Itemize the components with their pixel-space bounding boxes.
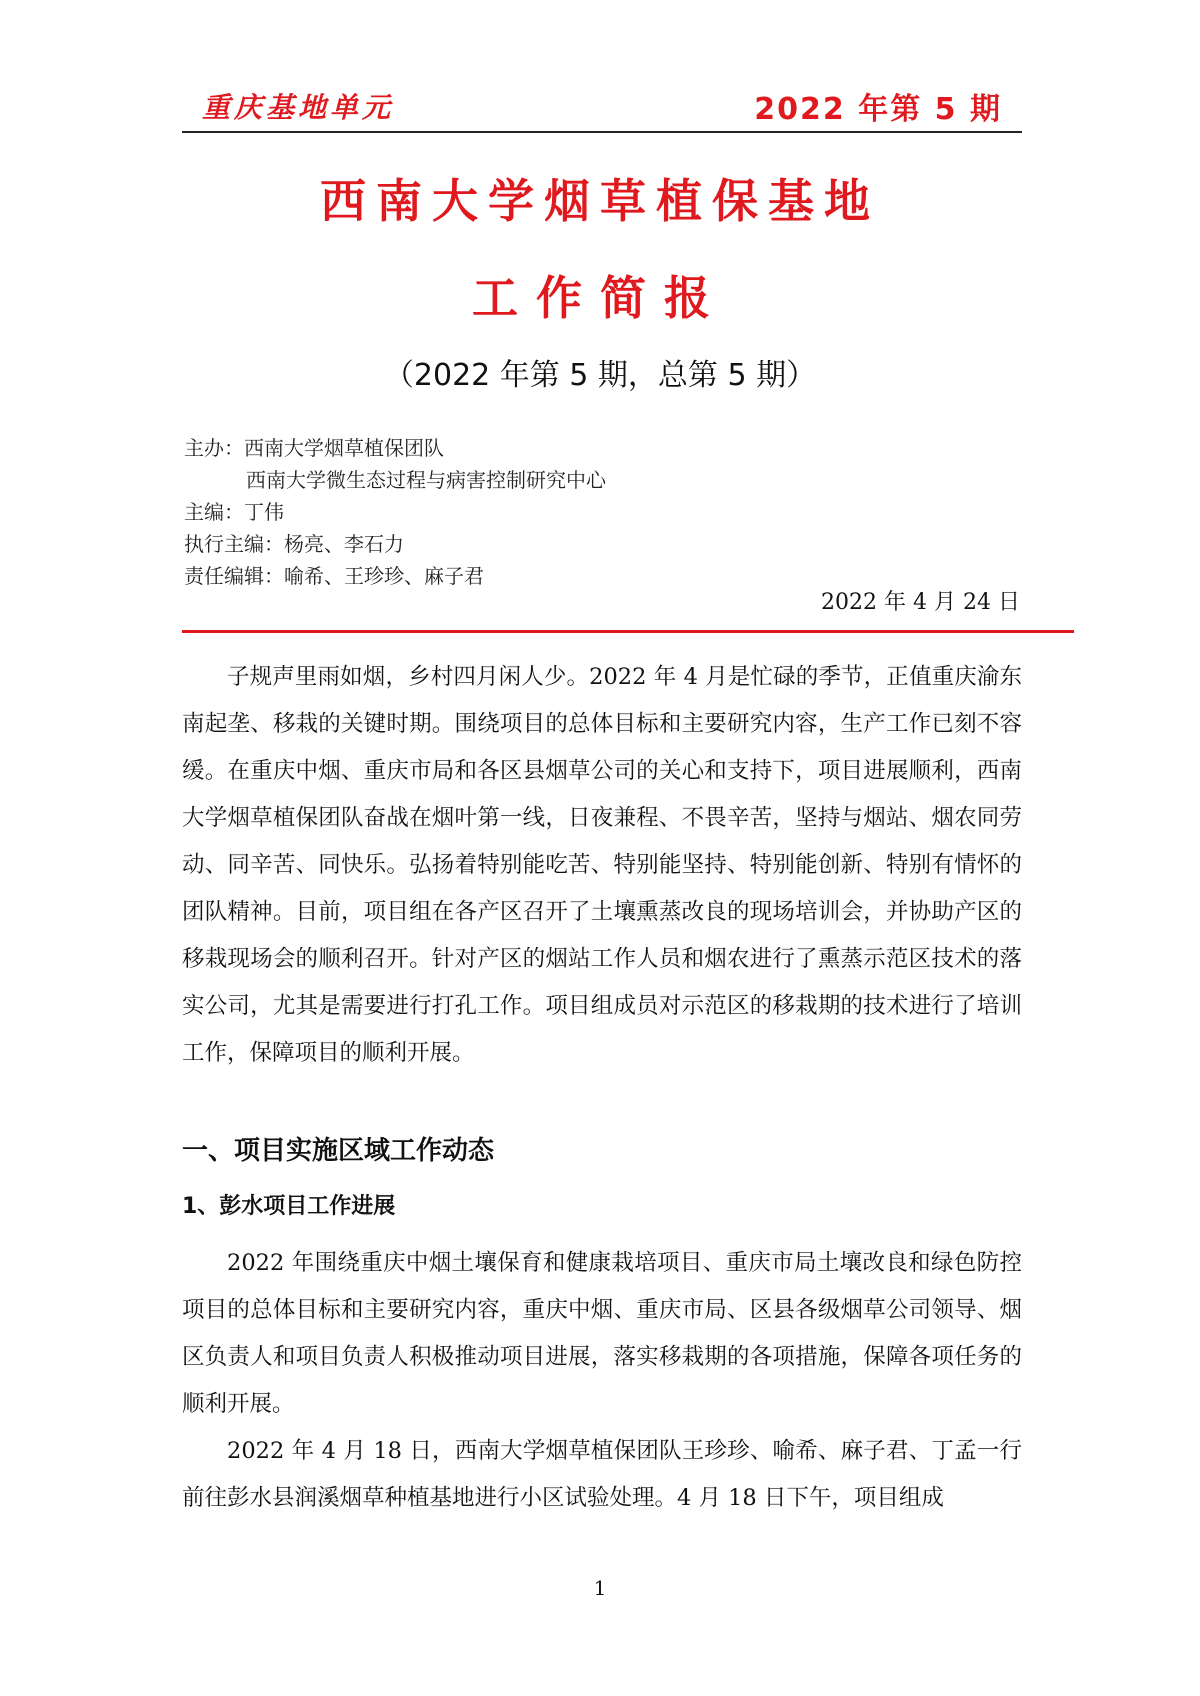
document-subtitle: 工作简报 bbox=[472, 271, 728, 325]
issue-number: （2022 年第 5 期，总第 5 期） bbox=[383, 358, 817, 393]
subsection-heading: 1、彭水项目工作进展 bbox=[182, 1194, 396, 1219]
red-divider bbox=[182, 630, 1074, 633]
responsible-editor: 责任编辑：喻希、王珍珍、麻子君 bbox=[184, 564, 484, 588]
header-divider bbox=[182, 131, 1022, 133]
intro-paragraph: 子规声里雨如烟，乡村四月闲人少。2022 年 4 月是忙碌的季节，正值重庆渝东南起垄、移栽的关键时期。围绕项目的总体目标和主要研究内容，生产工作已刻不容缓。在重庆中烟、重庆市局和各区县烟草公司的关心和支持下，项目进展顺利，西南大学烟草植保团队奋战在烟叶第一线，日夜兼程、不畏辛苦，坚持与烟站、烟农同劳动、同辛苦、同快乐。弘扬着特别能吃苦、特别能坚持、特别能创新、特别有情怀的团队精神。目前，项目组在各产区召开了土壤熏蒸改良的现场培训会，并协助产区的移栽现场会的顺利召开。针对产区的烟站工作人员和烟农进行了熏蒸示范区技术的落实公司，尤其是需要进行打孔工作。项目组成员对示范区的移栽期的技术进行了培训工作，保障项目的顺利开展。 bbox=[182, 664, 1022, 1066]
masthead bbox=[184, 432, 606, 592]
header-unit: 重庆基地单元 bbox=[202, 91, 395, 124]
header-issue-tag: 2022 年第 5 期 bbox=[754, 92, 1002, 127]
body-paragraph-1: 2022 年围绕重庆中烟土壤保育和健康栽培项目、重庆市局土壤改良和绿色防控项目的总体目标和主要研究内容，重庆中烟、重庆市局、区县各级烟草公司领导、烟区负责人和项目负责人积极推动项目进展，落实移栽期的各项措施，保障各项任务的顺利开展。 bbox=[182, 1250, 1022, 1417]
document-title: 西南大学烟草植保基地 bbox=[320, 174, 880, 228]
chief-editor: 主编：丁伟 bbox=[184, 500, 284, 524]
body-paragraph-2: 2022 年 4 月 18 日，西南大学烟草植保团队王珍珍、喻希、麻子君、丁孟一行前往彭水县润溪烟草种植基地进行小区试验处理。4 月 18 日下午，项目组成 bbox=[182, 1438, 1022, 1511]
sponsor-label: 主办： bbox=[184, 436, 244, 460]
sponsor-1: 西南大学烟草植保团队 bbox=[244, 436, 444, 460]
executive-editor: 执行主编：杨亮、李石力 bbox=[184, 532, 404, 556]
sponsor-row bbox=[184, 432, 606, 464]
publish-date: 2022 年 4 月 24 日 bbox=[821, 590, 1020, 615]
sponsor-2: 西南大学微生态过程与病害控制研究中心 bbox=[246, 468, 606, 492]
page-number: 1 bbox=[593, 1576, 607, 1600]
section-heading: 一、项目实施区域工作动态 bbox=[182, 1136, 495, 1166]
